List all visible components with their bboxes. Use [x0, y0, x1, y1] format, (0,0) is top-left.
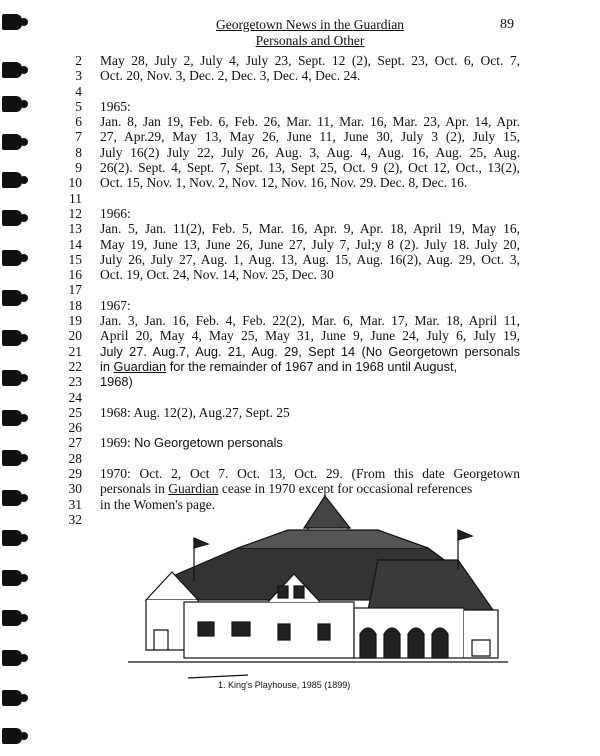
- binding-ring: [2, 210, 22, 226]
- binding-ring: [2, 62, 22, 78]
- guardian-underlined: Guardian: [113, 358, 167, 374]
- gable-window: [278, 586, 288, 598]
- text-fragment: 1969:: [100, 435, 135, 451]
- front-window: [278, 624, 290, 640]
- document-body: [100, 53, 520, 512]
- text-line: May 28, July 2, July 4, July 23, Sept. 12 (2), Sept. 23, Oct. 6, Oct. 7,: [100, 53, 520, 68]
- line-number: 10: [68, 175, 82, 191]
- text-fragment: for the remainder of 1967 and in 1968 until August,: [166, 358, 458, 374]
- arch: [432, 628, 448, 658]
- line-number: 21: [68, 343, 82, 359]
- line-number: 23: [68, 374, 82, 390]
- text-line: May 19, June 13, June 26, June 27, July 7, Jul;y 8 (2). July 18. July 20,: [100, 236, 520, 252]
- text-line: Jan. 5, Jan. 11(2), Feb. 5, Mar. 16, Apr. 9, Apr. 18, April 19, May 16,: [100, 221, 520, 237]
- blank-line: [100, 84, 520, 99]
- header-title: Georgetown News in the Guardian: [216, 17, 404, 32]
- text-line: in the Women's page.: [100, 496, 216, 512]
- line-number: 3: [75, 68, 82, 84]
- line-number: 15: [68, 251, 82, 267]
- binding-ring: [2, 530, 22, 546]
- line-number: 32: [68, 511, 82, 527]
- text-line: 1970: Oct. 2, Oct 7. Oct. 13, Oct. 29. (From this date Georgetown: [100, 466, 520, 482]
- line-number: 12: [68, 205, 82, 221]
- arch: [360, 628, 376, 658]
- text-fragment: in: [100, 358, 114, 374]
- binding-ring: [2, 650, 22, 666]
- line-number: 7: [75, 129, 82, 145]
- gable-window: [294, 586, 304, 598]
- line-number: 24: [68, 389, 82, 405]
- line-number: 11: [69, 190, 82, 206]
- arch: [408, 628, 424, 658]
- binding-ring: [2, 490, 22, 506]
- binding-ring: [2, 250, 22, 266]
- text-line: Oct. 19, Oct. 24, Nov. 14, Nov. 25, Dec. 30: [100, 267, 334, 283]
- text-fragment: personals in: [100, 481, 169, 497]
- front-window: [318, 624, 330, 640]
- page-number: 89: [500, 17, 514, 32]
- upper-roof: [238, 530, 428, 548]
- cupola-roof: [304, 496, 350, 528]
- line-number: 18: [68, 297, 82, 313]
- text-line: April 20, May 4, May 25, May 31, June 9, June 24, July 6, July 19,: [100, 328, 520, 344]
- year-heading: 1965:: [100, 98, 131, 114]
- blank-line: [100, 390, 520, 405]
- blank-line: [100, 451, 520, 466]
- text-line: 1968): [100, 374, 133, 390]
- line-number: 17: [68, 282, 82, 298]
- year-heading: 1966:: [100, 205, 131, 221]
- binding-ring: [2, 728, 22, 744]
- text-fragment: cease in 1970 except for occasional references: [218, 481, 473, 497]
- text-line: 27, Apr.29, May 13, May 26, June 11, June 30, July 3 (2), July 15,: [100, 129, 520, 145]
- line-number: 6: [75, 114, 82, 130]
- line-number: 2: [75, 53, 82, 68]
- line-number: 20: [68, 328, 82, 344]
- text-line: 1968: Aug. 12(2), Aug.27, Sept. 25: [100, 404, 290, 420]
- binding-ring: [2, 330, 22, 346]
- binding-ring: [2, 450, 22, 466]
- spiral-binding: [0, 0, 26, 756]
- figure-caption: 1. King's Playhouse, 1985 (1899): [218, 680, 351, 690]
- kings-playhouse-illustration: [128, 490, 518, 710]
- line-number: 4: [75, 83, 82, 99]
- text-line: Jan. 3, Jan. 16, Feb. 4, Feb. 22(2), Mar. 6, Mar. 17, Mar. 18, April 11,: [100, 313, 520, 329]
- line-number: 27: [68, 435, 82, 451]
- ground-line: [188, 675, 248, 678]
- line-number: 29: [68, 466, 82, 482]
- text-line: July 27. Aug.7, Aug. 21, Aug. 29, Sept 14 (No Georgetown personals: [100, 343, 520, 359]
- line-number: 25: [68, 404, 82, 420]
- blank-line: [100, 191, 520, 206]
- text-fragment: No Georgetown personals: [134, 435, 283, 451]
- text-line: Jan. 8, Jan 19, Feb. 6, Feb. 26, Mar. 11, Mar. 16, Mar. 23, Apr. 14, Apr.: [100, 114, 520, 130]
- header-subtitle: Personals and Other: [255, 33, 365, 48]
- front-window: [198, 622, 214, 636]
- line-number: 31: [68, 496, 82, 512]
- binding-ring: [2, 610, 22, 626]
- text-line: July 26, July 27, Aug. 1, Aug. 13, Aug. 15, Aug. 16(2), Aug. 29, Oct. 3,: [100, 251, 520, 267]
- binding-ring: [2, 570, 22, 586]
- text-line: 26(2). Sept. 4, Sept. 7, Sept. 13, Sept 25, Oct. 9 (2), Oct 12, Oct., 13(2),: [100, 160, 520, 176]
- blank-line: [100, 282, 520, 297]
- line-number: 13: [68, 221, 82, 237]
- flag-left: [194, 538, 208, 548]
- flag-right: [458, 530, 472, 540]
- line-number-column: [62, 53, 82, 527]
- text-line: Oct. 15, Nov. 1, Nov. 2, Nov. 12, Nov. 16, Nov. 29. Dec. 8, Dec. 16.: [100, 175, 468, 191]
- line-number: 22: [68, 358, 82, 374]
- right-roof: [368, 560, 493, 610]
- line-number: 14: [68, 236, 82, 252]
- line-number: 16: [68, 267, 82, 283]
- binding-ring: [2, 134, 22, 150]
- arch: [384, 628, 400, 658]
- text-line: [100, 359, 520, 374]
- front-window: [232, 622, 250, 636]
- binding-ring: [2, 96, 22, 112]
- binding-ring: [2, 370, 22, 386]
- line-number: 19: [68, 313, 82, 329]
- blank-line: [100, 420, 520, 435]
- binding-ring: [2, 290, 22, 306]
- line-number: 26: [68, 420, 82, 436]
- binding-ring: [2, 172, 22, 188]
- binding-ring: [2, 690, 22, 706]
- year-heading: 1967:: [100, 297, 131, 313]
- page-header: [150, 17, 470, 49]
- line-number: 9: [75, 160, 82, 176]
- line-number: 30: [68, 481, 82, 497]
- binding-ring: [2, 14, 22, 30]
- binding-ring: [2, 410, 22, 426]
- text-line: [100, 435, 520, 450]
- guardian-underlined: Guardian: [168, 481, 219, 497]
- text-line: July 16(2) July 22, July 26, Aug. 3, Aug. 4, Aug. 16, Aug. 25, Aug.: [100, 144, 520, 160]
- text-line: Oct. 20, Nov. 3, Dec. 2, Dec. 3, Dec. 4, Dec. 24.: [100, 68, 361, 84]
- line-number: 8: [75, 144, 82, 160]
- right-wall: [464, 610, 498, 658]
- line-number: 28: [68, 450, 82, 466]
- line-number: 5: [75, 98, 82, 114]
